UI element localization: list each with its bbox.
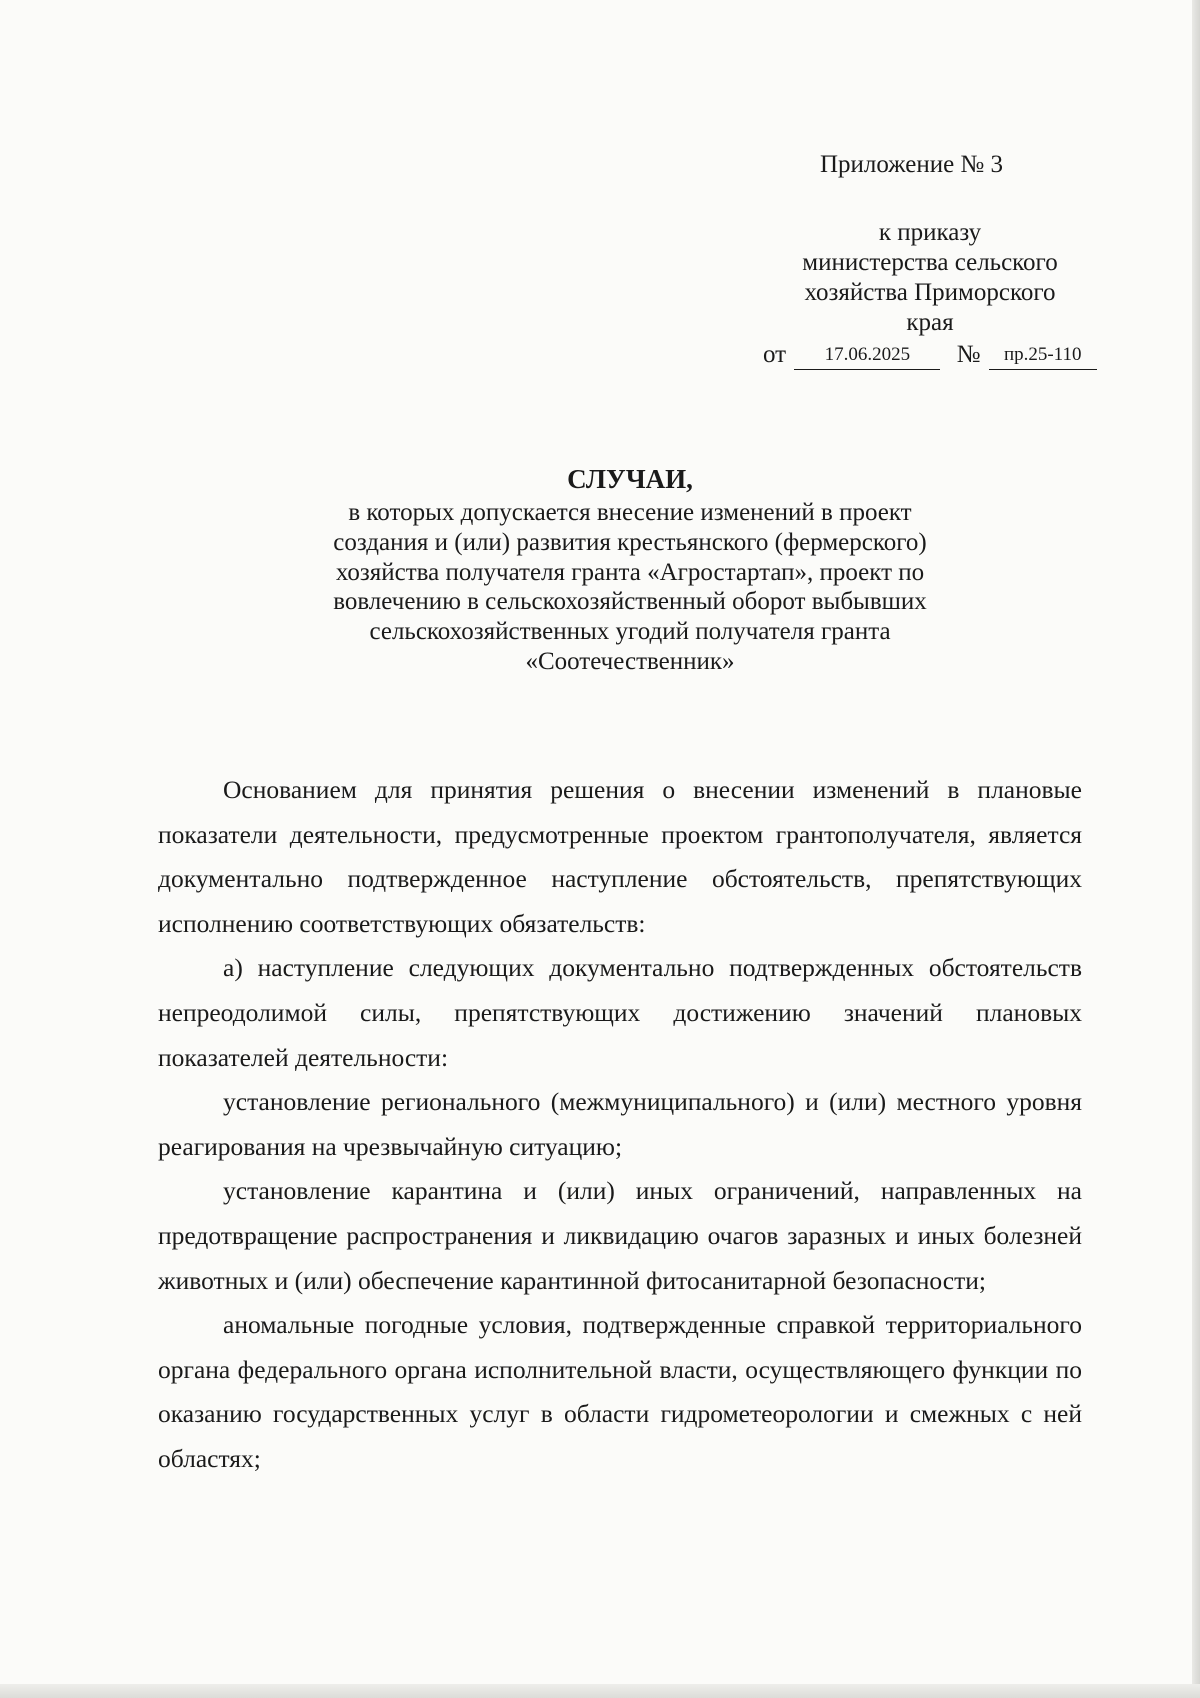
document-body [158,768,1082,1482]
subtitle-line: сельскохозяйственных угодий получателя гранта [369,618,891,646]
subtitle-line: вовлечению в сельскохозяйственный оборот выбывших [333,588,927,616]
title-main: СЛУЧАИ, [567,464,693,494]
subtitle-line: «Соотечественник» [525,647,735,675]
body-paragraph: а) наступление следующих документально подтвержденных обстоятельств непреодолимой силы, препятствующих достижению значений плановых показателей деятельности: [158,953,1082,1072]
body-paragraph: установление карантина и (или) иных ограничений, направленных на предотвращение распространения и ликвидацию очагов заразных и иных болезней животных и (или) обеспечение карантинной фитосанитарной безопасности; [158,1176,1082,1295]
order-number: пр.25-110 [989,343,1097,370]
order-date: 17.06.2025 [794,343,940,370]
from-label: от [763,341,787,368]
subtitle-line: создания и (или) развития крестьянского (фермерского) [333,528,927,556]
body-paragraph: Основанием для принятия решения о внесении изменений в плановые показатели деятельности, предусмотренные проектом грантополучателя, является документально подтвержденное наступление обстоятельств, препятствующих исполнению соответствующих обязательств: [158,775,1082,938]
appendix-number: Приложение № 3 [820,151,1004,178]
subtitle-line: в которых допускается внесение изменений в проект [348,499,912,526]
order-reference [770,218,1090,338]
order-reference-line: хозяйства Приморского [804,279,1056,306]
number-label: № [956,341,981,368]
subtitle-line: хозяйства получателя гранта «Агростартап», проект по [335,558,925,586]
page-bottom-edge [0,1684,1200,1698]
body-paragraph: установление регионального (межмуниципального) и (или) местного уровня реагирования на чрезвычайную ситуацию; [158,1087,1082,1161]
order-reference-line: министерства сельского [802,249,1058,276]
order-reference-line: края [906,309,954,336]
page-edge-shadow [1192,0,1200,1698]
body-paragraph: аномальные погодные условия, подтвержденные справкой территориального органа федерального органа исполнительной власти, осуществляющего функции по оказанию государственных услуг в области гидрометеорологии и смежных с ней областях; [158,1310,1082,1473]
document-title [270,462,990,677]
order-reference-line: к приказу [878,219,982,246]
order-date-number-line [763,340,1097,370]
